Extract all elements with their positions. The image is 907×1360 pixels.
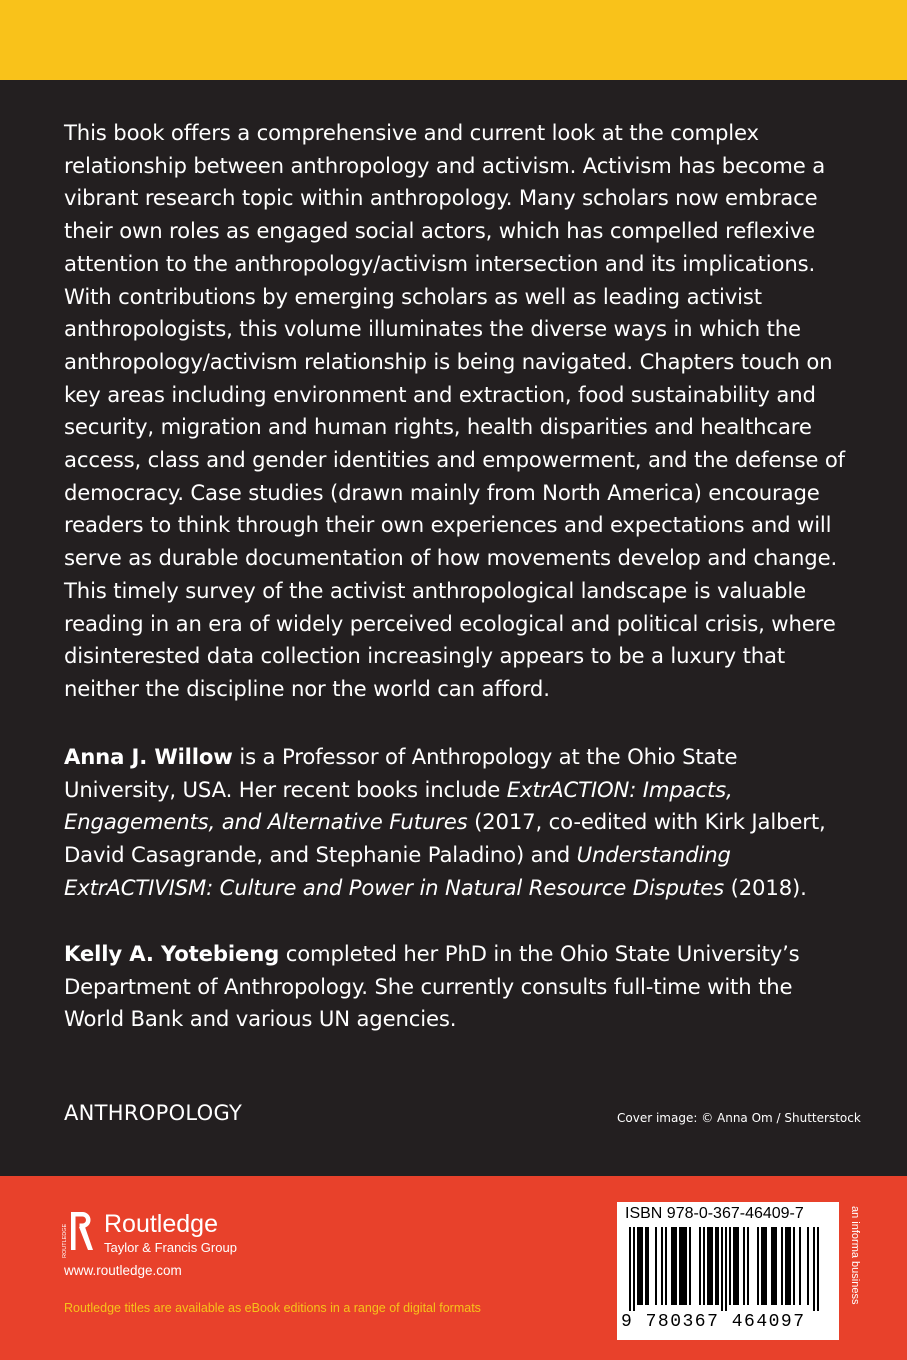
author-name-willow: Anna J. Willow — [64, 744, 233, 769]
barcode-bar — [647, 1227, 649, 1305]
barcode-bar — [725, 1227, 727, 1311]
routledge-logo-mark — [60, 1208, 96, 1260]
barcode-bar — [721, 1227, 723, 1311]
barcode-bar — [735, 1227, 737, 1305]
book-description: This book offers a comprehensive and current look at the complex relationship between anthropology and activism. Activism has become a vibrant research topic within anthropology. Many scholars now embrace their own roles as engaged social actors, which has compelled reflexive attention to the anthropology/activism intersection and its implications. With contributions by emerging scholars as well as leading activist anthropologists, this volume illuminates the diverse ways in which the anthropology/activism relationship is being navigated. Chapters touch on key areas including environment and extraction, food sustainability and security, migration and human rights, health disparities and healthcare access, class and gender identities and empowerment, and the defense of democracy. Case studies (drawn mainly from North America) encourage readers to think through their own experiences and expectations and will serve as durable documentation of how movements develop and change. This timely survey of the activist anthropological landscape is valuable reading in an era of widely perceived ecological and political crisis, where disinterested data collection increasingly appears to be a luxury that neither the discipline nor the world can afford. — [64, 120, 845, 701]
barcode-bar — [733, 1227, 735, 1305]
subject-category: ANTHROPOLOGY — [64, 1101, 243, 1125]
isbn-digits: 9 780367 464097 — [621, 1312, 806, 1332]
author-bio-yotebieng — [64, 938, 854, 1036]
barcode-bar — [799, 1227, 801, 1305]
barcode-bar — [637, 1227, 639, 1305]
publisher-name: Routledge — [104, 1210, 218, 1238]
barcode-bar — [757, 1227, 759, 1305]
barcode-bar — [707, 1227, 709, 1305]
barcode-bar — [715, 1227, 717, 1305]
barcode-bar — [661, 1227, 663, 1305]
barcode-bar — [763, 1227, 765, 1305]
isbn-barcode-panel — [617, 1202, 839, 1340]
barcode-bar — [699, 1227, 701, 1305]
barcode-bar — [671, 1227, 673, 1305]
bio-willow-text-1: is a Professor of Anthropology at the Ohio State University, USA. Her recent books include — [64, 744, 738, 802]
logo-mark-text: ROUTLEDGE — [62, 1223, 68, 1258]
barcode-bar — [717, 1227, 719, 1305]
routledge-logo — [60, 1208, 260, 1260]
barcode-bar — [737, 1227, 739, 1305]
barcode-bar — [673, 1227, 675, 1305]
publisher-group: Taylor & Francis Group — [104, 1240, 237, 1255]
bio-willow-text-3: (2018). — [724, 874, 807, 900]
author-name-yotebieng: Kelly A. Yotebieng — [64, 941, 280, 966]
barcode-bar — [655, 1227, 657, 1305]
barcode-bar — [729, 1227, 731, 1305]
cover-image-credit: Cover image: © Anna Om / Shutterstock — [617, 1111, 861, 1125]
informa-business-tagline: an informa business — [849, 1206, 861, 1305]
barcode-bar — [807, 1227, 809, 1305]
barcode-bar — [761, 1227, 763, 1305]
isbn-label: ISBN 978-0-367-46409-7 — [625, 1205, 804, 1222]
barcode-bar — [689, 1227, 691, 1305]
bio-yotebieng-text: completed her PhD in the Ohio State University’s Department of Anthropology. She currently consults full-time with the World Bank and various UN agencies. — [64, 941, 800, 1032]
barcode-bar — [747, 1227, 749, 1305]
barcode-bar — [681, 1227, 683, 1305]
barcode-bar — [773, 1227, 775, 1305]
barcode-bar — [787, 1227, 789, 1305]
bio-willow-text-2: (2017, co-edited with Kirk Jalbert, David Casagrande, and Stephanie Paladino) and — [64, 809, 826, 868]
barcode-bar — [813, 1227, 815, 1311]
barcode-bar — [765, 1227, 767, 1305]
barcode-bar — [675, 1227, 677, 1305]
barcode-bar — [641, 1227, 643, 1305]
barcode-bar — [711, 1227, 713, 1305]
book-title-extractivism: Understanding ExtrACTIVISM: Culture and Power in Natural Resource Disputes — [64, 842, 731, 900]
barcode-bar — [775, 1227, 777, 1305]
top-color-band — [0, 0, 907, 80]
barcode-bar — [685, 1227, 687, 1305]
ebook-availability-note: Routledge titles are available as eBook editions in a range of digital formats — [64, 1301, 481, 1315]
barcode-bar — [709, 1227, 711, 1305]
barcode — [627, 1227, 831, 1311]
barcode-bar — [771, 1227, 773, 1305]
publisher-website: www.routledge.com — [64, 1263, 182, 1278]
barcode-bar — [817, 1227, 819, 1311]
barcode-bar — [645, 1227, 647, 1305]
barcode-bar — [781, 1227, 783, 1305]
barcode-bar — [793, 1227, 795, 1305]
book-title-extraction: ExtrACTION: Impacts, Engagements, and Alternative Futures — [64, 776, 733, 835]
barcode-bar — [683, 1227, 685, 1305]
barcode-bar — [629, 1227, 631, 1311]
barcode-bar — [785, 1227, 787, 1305]
barcode-bar — [639, 1227, 641, 1305]
barcode-bar — [789, 1227, 791, 1305]
barcode-bar — [633, 1227, 635, 1311]
author-bio-willow — [64, 741, 854, 905]
barcode-bar — [743, 1227, 745, 1305]
barcode-bar — [703, 1227, 705, 1305]
barcode-bar — [665, 1227, 667, 1305]
barcode-bar — [679, 1227, 681, 1305]
